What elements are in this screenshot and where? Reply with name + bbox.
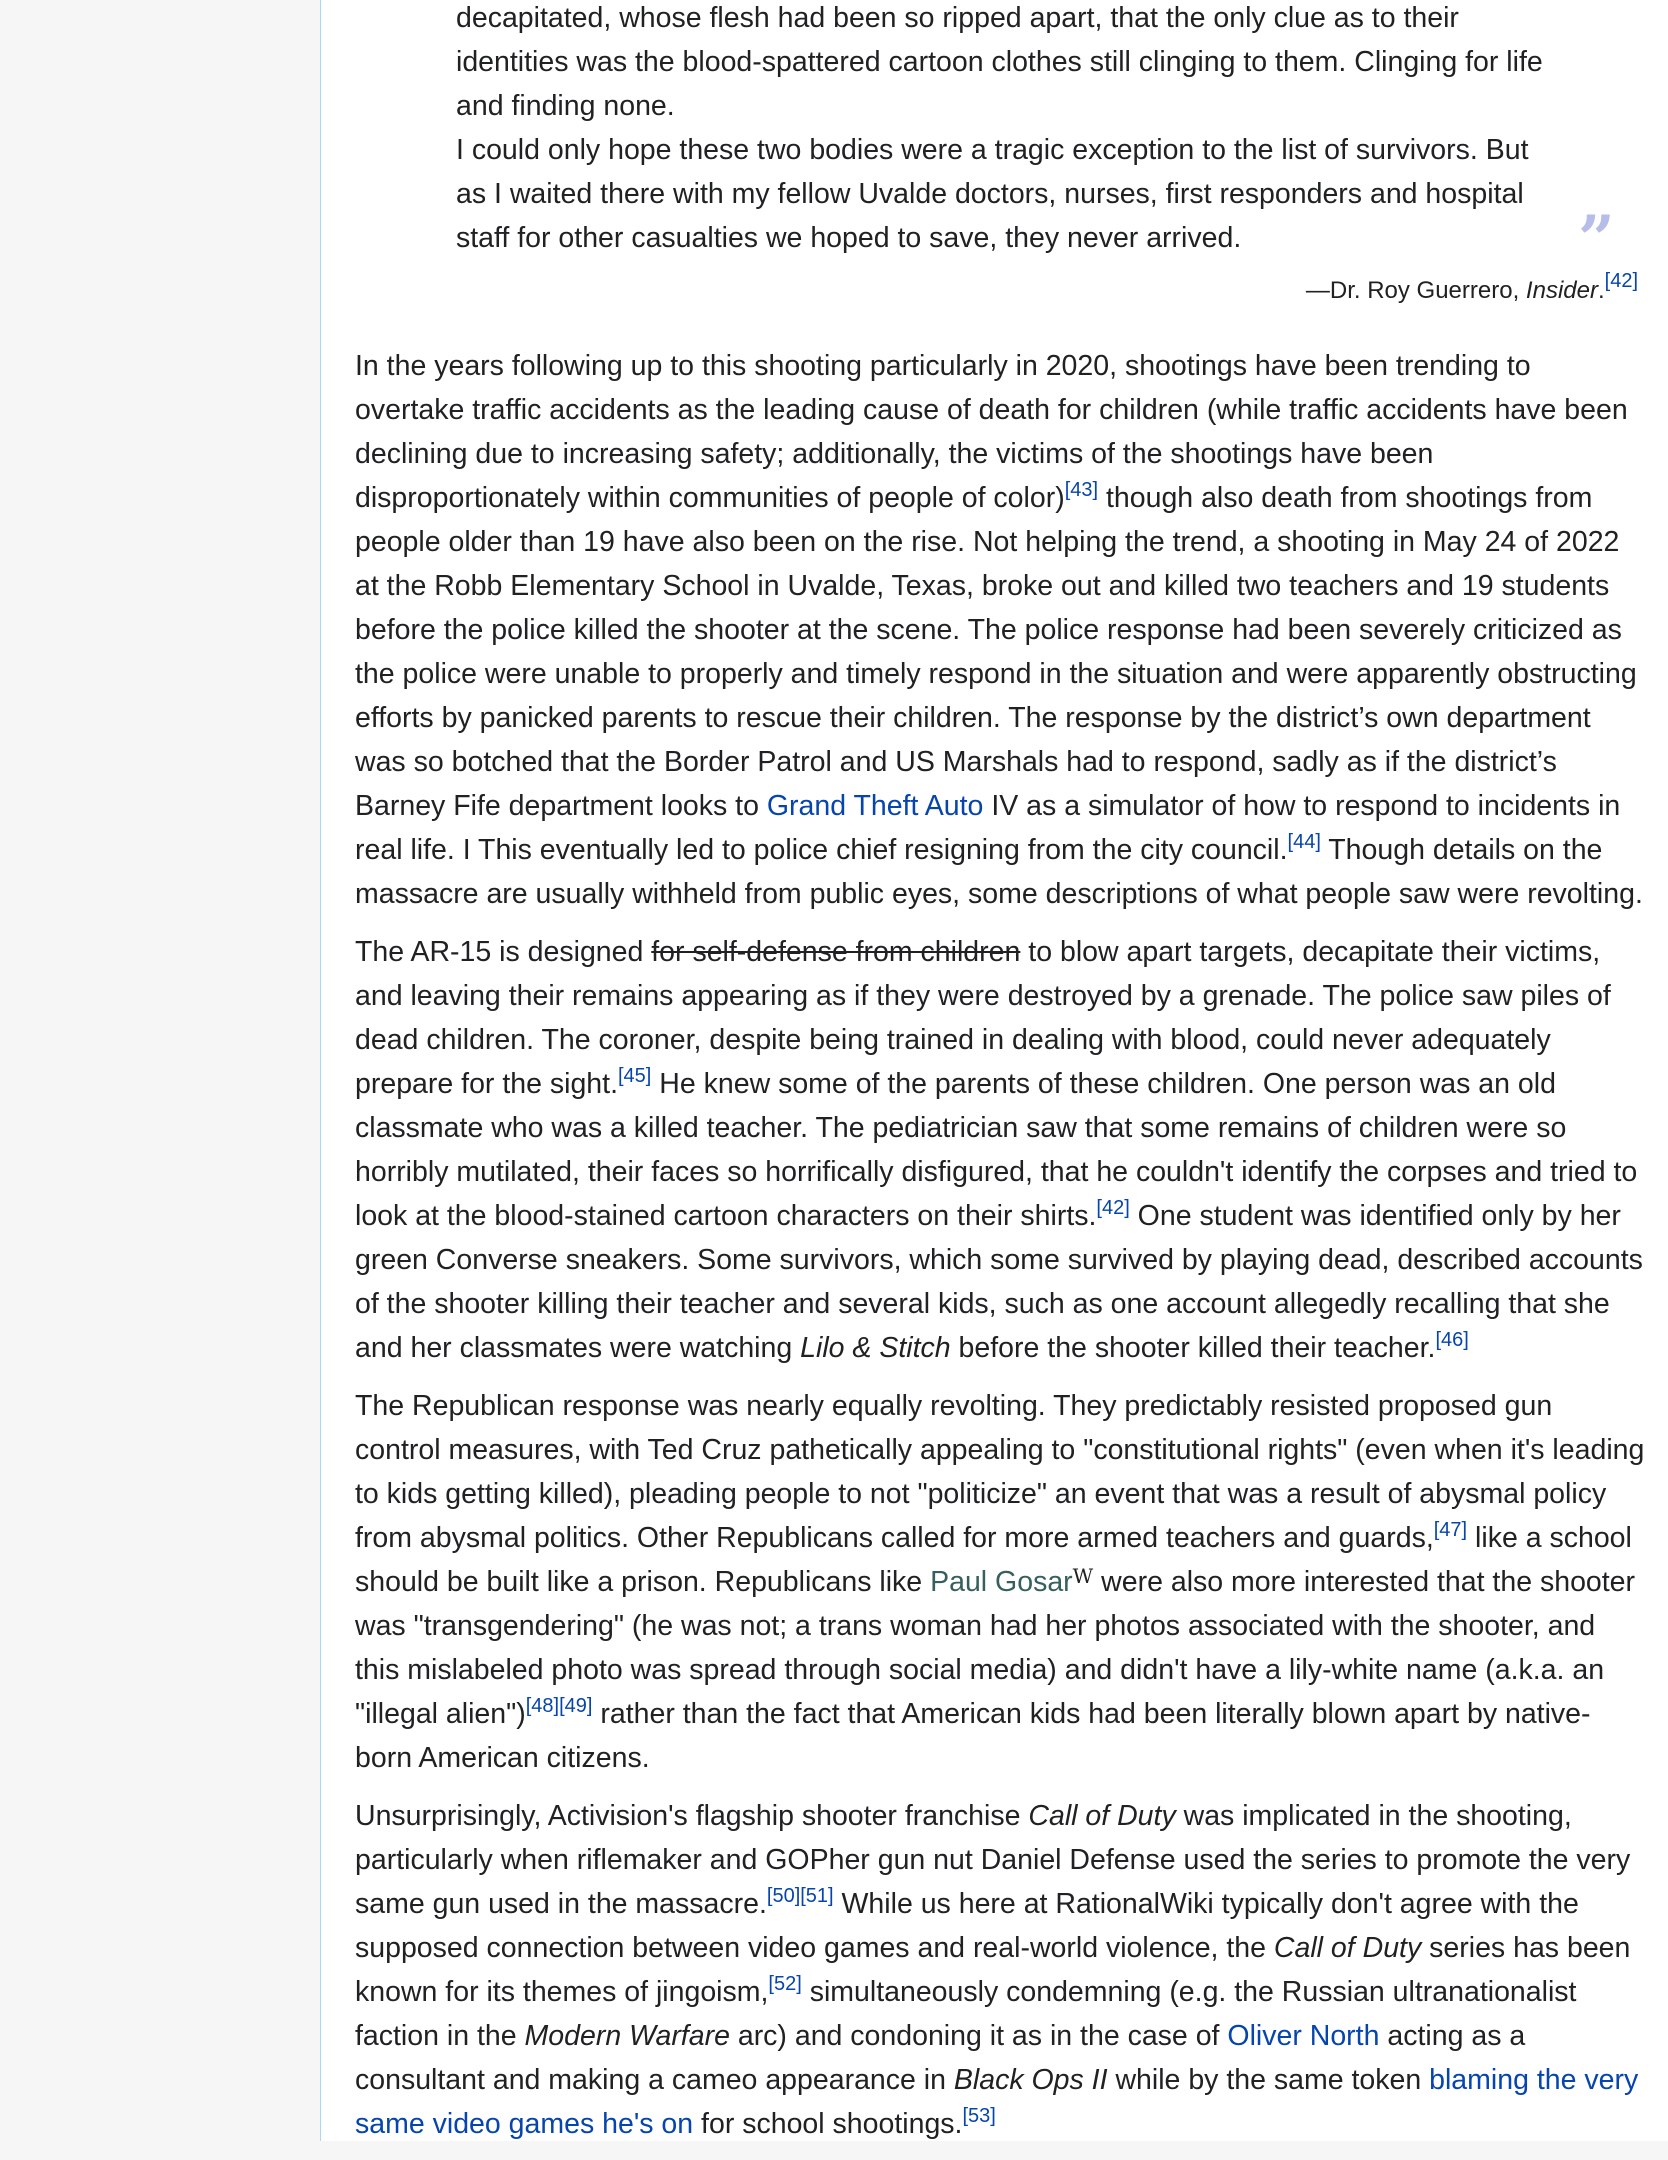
citation-link[interactable]: [42] bbox=[1604, 270, 1638, 292]
article-content bbox=[320, 0, 1668, 2141]
citation-link[interactable]: [51] bbox=[800, 1885, 834, 1907]
citation-link[interactable]: [50] bbox=[766, 1885, 801, 1907]
paragraph-ar15: The AR-15 is designed for self-defense from children to blow apart targets, decapitate their victims, and leaving their remains appearing as if they were destroyed by a grenade. The police saw piles of dead children. The coroner, despite being trained in dealing with blood, could never adequately prepare for the sight.[45] He knew some of the parents of these children. One person was an old classmate who was a killed teacher. The pediatrician saw that some remains of children were so horribly mutilated, their faces so horrifically disfigured, that he couldn't identify the corpses and tried to look at the blood-stained cartoon characters on their shirts.[42] One student was identified only by her green Converse sneakers. Some survivors, which some survived by playing dead, described accounts of the shooter killing their teacher and several kids, such as one account allegedly recalling that she and her classmates were watching Lilo & Stitch before the shooter killed their teacher.[46] bbox=[355, 936, 1643, 1364]
article-body bbox=[355, 344, 1645, 2160]
citation-link[interactable]: [45] bbox=[618, 1065, 652, 1087]
paragraph-call-of-duty: Unsurprisingly, Activision's flagship shooter franchise Call of Duty was implicated in the shooting, particularly when riflemaker and GOPher gun nut Daniel Defense used the series to promote the very same gun used in the massacre.[50][51] While us here at RationalWiki typically don't agree with the supposed connection between video games and real-world violence, the Call of Duty series has been known for its themes of jingoism,[52] simultaneously condemning (e.g. the Russian ultranationalist faction in the Modern Warfare arc) and condoning it as in the case of Oliver North acting as a consultant and making a cameo appearance in Black Ops II while by the same token blaming the very same video games he's on for school shootings.[53] bbox=[355, 1800, 1639, 2140]
blaming-video-games-link[interactable]: blaming the very same video games he's on bbox=[355, 2064, 1639, 2140]
citation-link[interactable]: [46] bbox=[1435, 1329, 1469, 1351]
citation-link[interactable]: [43] bbox=[1064, 479, 1099, 501]
blockquote bbox=[456, 0, 1551, 260]
quote-paragraph: I could only hope these two bodies were a tragic exception to the list of survivors. But as I waited there with my fellow Uvalde doctors, nurses, first responders and hospital staff for other casualties we hoped to save, they never arrived. bbox=[456, 134, 1529, 254]
closing-quote-icon: ” bbox=[1578, 202, 1615, 277]
paul-gosar-link[interactable]: Paul Gosar bbox=[930, 1566, 1073, 1598]
attribution-author: —Dr. Roy Guerrero, bbox=[1305, 277, 1526, 304]
grand-theft-auto-link[interactable]: Grand Theft Auto bbox=[766, 790, 984, 822]
wikipedia-icon[interactable]: W bbox=[1072, 1564, 1094, 1588]
citation-link[interactable]: [48] bbox=[525, 1695, 560, 1717]
citation-link[interactable]: [42] bbox=[1096, 1197, 1130, 1219]
quote-attribution: —Dr. Roy Guerrero, Insider.[42] bbox=[1305, 270, 1638, 304]
citation-link[interactable]: [53] bbox=[962, 2105, 996, 2127]
citation-link[interactable]: [49] bbox=[559, 1695, 593, 1717]
citation-link[interactable]: [52] bbox=[768, 1973, 802, 1995]
quote-paragraph: decapitated, whose flesh had been so ripped apart, that the only clue as to their identities was the blood-spattered cartoon clothes still clinging to them. Clinging for life and finding none. bbox=[456, 2, 1543, 122]
attribution-source: Insider bbox=[1525, 277, 1598, 304]
paragraph-shooting-trends: In the years following up to this shooting particularly in 2020, shootings have been trending to overtake traffic accidents as the leading cause of death for children (while traffic accidents have been declining due to increasing safety; additionally, the victims of the shootings have been disproportionately within communities of people of color)[43] though also death from shootings from people older than 19 have also been on the rise. Not helping the trend, a shooting in May 24 of 2022 at the Robb Elementary School in Uvalde, Texas, broke out and killed two teachers and 19 students before the police killed the shooter at the scene. The police response had been severely criticized as the police were unable to properly and timely respond in the situation and were apparently obstructing efforts by panicked parents to rescue their children. The response by the district’s own department was so botched that the Border Patrol and US Marshals had to respond, sadly as if the district’s Barney Fife department looks to Grand Theft Auto IV as a simulator of how to respond to incidents in real life. I This eventually led to police chief resigning from the city council.[44] Though details on the massacre are usually withheld from public eyes, some descriptions of what people saw were revolting. bbox=[355, 350, 1643, 910]
citation-link[interactable]: [44] bbox=[1287, 831, 1321, 853]
citation-link[interactable]: [47] bbox=[1433, 1519, 1468, 1541]
oliver-north-link[interactable]: Oliver North bbox=[1227, 2020, 1380, 2052]
strikethrough-text: for self-defense from children bbox=[651, 936, 1021, 968]
paragraph-republican-response: The Republican response was nearly equally revolting. They predictably resisted proposed gun control measures, with Ted Cruz pathetically appealing to "constitutional rights" (even when it's leading to kids getting killed), pleading people to not "politicize" an event that was a result of abysmal policy from abysmal politics. Other Republicans called for more armed teachers and guards,[47] like a school should be built like a prison. Republicans like Paul Gosar$^W$ were also more interested that the shooter was "transgendering" (he was not; a trans woman had her photos associated with the shooter, and this mislabeled photo was spread through social media) and didn't have a lily-white name (a.k.a. an "illegal alien")[48][49] rather than the fact that American kids had been literally blown apart by native-born American citizens. bbox=[355, 1390, 1645, 1774]
